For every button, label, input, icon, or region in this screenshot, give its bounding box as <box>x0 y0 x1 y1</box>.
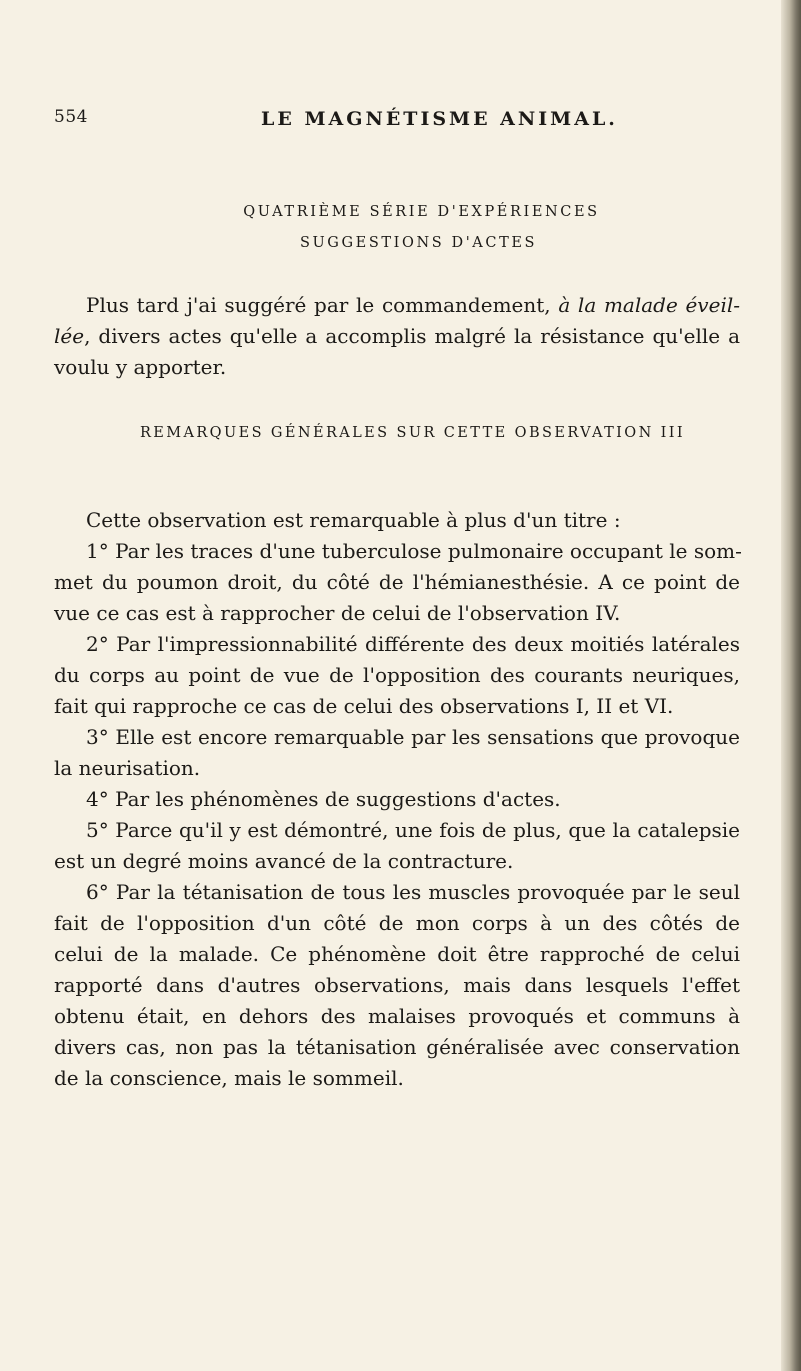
running-title: LE MAGNÉTISME ANIMAL. <box>261 108 618 130</box>
text-run: , divers actes qu'elle a accomplis malgré la résistance qu'elle a <box>84 324 740 348</box>
text-line: fait de l'opposition d'un côté de mon corps à un des côtés de <box>54 911 740 935</box>
text-line: 5° Parce qu'il y est démontré, une fois de plus, que la catalepsie <box>86 818 740 842</box>
text-line: met du poumon droit, du côté de l'hémianesthésie. A ce point de <box>54 570 740 594</box>
page-number: 554 <box>54 107 88 127</box>
text-line <box>54 321 740 352</box>
text-line: 1° Par les traces d'une tuberculose pulmonaire occupant le som- <box>86 539 742 563</box>
text-line <box>54 290 740 321</box>
intro-paragraph <box>54 290 740 383</box>
text-line: Cette observation est remarquable à plus d'un titre : <box>86 508 621 532</box>
text-line: rapporté dans d'autres observations, mais dans lesquels l'effet <box>54 973 740 997</box>
text-line: vue ce cas est à rapprocher de celui de l'observation IV. <box>54 601 621 625</box>
section-subtitle: SUGGESTIONS D'ACTES <box>299 235 538 251</box>
text-line: de la conscience, mais le sommeil. <box>54 1066 404 1090</box>
text-line: 4° Par les phénomènes de suggestions d'actes. <box>86 787 561 811</box>
text-line: la neurisation. <box>54 756 201 780</box>
text-line: du corps au point de vue de l'opposition des courants neuriques, <box>54 663 740 687</box>
text-line: 6° Par la tétanisation de tous les muscles provoquée par le seul <box>86 880 740 904</box>
text-line: divers cas, non pas la tétanisation généralisée avec conservation <box>54 1035 740 1059</box>
text-line: obtenu était, en dehors des malaises provoqués et communs à <box>54 1004 740 1028</box>
remarks-heading: REMARQUES GÉNÉRALES SUR CETTE OBSERVATION III <box>139 425 686 441</box>
text-line: celui de la malade. Ce phénomène doit être rapproché de celui <box>54 942 740 966</box>
text-line: est un degré moins avancé de la contracture. <box>54 849 514 873</box>
remarks-paragraph <box>54 505 740 1094</box>
text-line: 2° Par l'impressionnabilité différente des deux moitiés latérales <box>86 632 740 656</box>
text-line: voulu y apporter. <box>54 355 227 379</box>
text-line: fait qui rapproche ce cas de celui des observations I, II et VI. <box>54 694 674 718</box>
text-line: 3° Elle est encore remarquable par les sensations que provoque <box>86 725 740 749</box>
section-title: QUATRIÈME SÉRIE D'EXPÉRIENCES <box>243 204 600 220</box>
italic-run: lée <box>54 324 85 348</box>
italic-run: à la malade éveil- <box>558 293 740 317</box>
text-run: Plus tard j'ai suggéré par le commandement, <box>86 293 559 317</box>
